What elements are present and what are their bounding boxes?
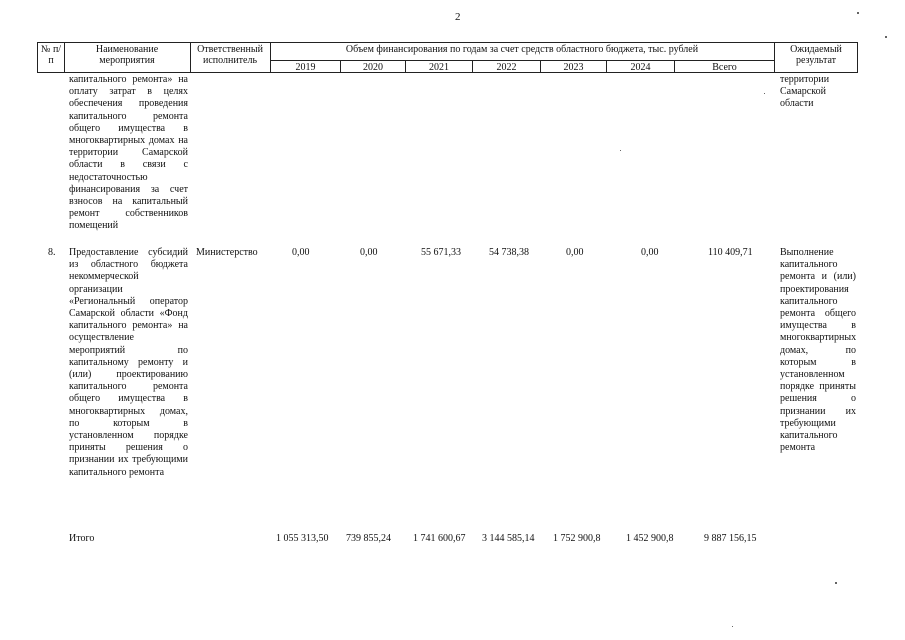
- row-8-value-2022: 54 738,38: [489, 247, 529, 258]
- scan-speck: [764, 93, 765, 94]
- scan-speck: [857, 12, 859, 14]
- row-8-result: Выполнение капитального ремонта и (или) проектирования капитального ремонта общего имущества в многоквартирных домах, по которым в установленном порядке приняты решения о признании их требующими капитального ремонта: [780, 247, 857, 454]
- header-year-2023: 2023: [563, 62, 584, 73]
- col-divider: [857, 42, 858, 73]
- row-8-value-2021: 55 671,33: [421, 247, 461, 258]
- continued-result: территории Самарской области: [780, 74, 830, 110]
- header-year-2024: 2024: [630, 62, 651, 73]
- row-8-value-2023: 0,00: [566, 247, 584, 258]
- header-total: Всего: [712, 62, 737, 73]
- scan-speck: [732, 626, 733, 627]
- header-year-2022: 2022: [496, 62, 517, 73]
- col-divider: [37, 42, 38, 73]
- row-8-value-total: 110 409,71: [708, 247, 753, 258]
- header-year-2019: 2019: [295, 62, 316, 73]
- header-years-divider: [270, 60, 774, 61]
- page-number: 2: [455, 11, 461, 23]
- header-num: № п/п: [40, 44, 62, 66]
- scan-speck: [620, 150, 621, 151]
- row-8-value-2024: 0,00: [641, 247, 659, 258]
- row-8-num: 8.: [48, 247, 56, 258]
- total-value-2022: 3 144 585,14: [482, 533, 535, 544]
- header-year-2020: 2020: [363, 62, 383, 73]
- total-value-2020: 739 855,24: [346, 533, 391, 544]
- header-executor: Ответственный исполнитель: [197, 44, 263, 66]
- header-funding: Объем финансирования по годам за счет средств областного бюджета, тыс. рублей: [345, 44, 699, 55]
- row-8-value-2019: 0,00: [292, 247, 310, 258]
- header-result: Ожидаемый результат: [790, 44, 842, 66]
- total-value-2024: 1 452 900,8: [626, 533, 674, 544]
- total-label: Итого: [69, 533, 95, 544]
- header-top-border: [37, 42, 857, 43]
- total-value-2021: 1 741 600,67: [413, 533, 466, 544]
- continued-name: капитального ремонта» на оплату затрат в целях обеспечения проведения капитального ремонта общего имущества в многоквартирных домах на территории Самарской области в связи с недостаточностью финансирования за счет взносов на капитальный ремонт собственников помещений: [69, 74, 188, 232]
- row-8-executor: Министерство: [196, 247, 258, 258]
- total-value-total: 9 887 156,15: [704, 533, 757, 544]
- header-name: Наименование мероприятия: [95, 44, 159, 66]
- scan-speck: [835, 582, 837, 584]
- col-divider: [774, 42, 775, 73]
- total-value-2023: 1 752 900,8: [553, 533, 601, 544]
- header-year-2021: 2021: [429, 62, 449, 73]
- scan-speck: [885, 36, 887, 38]
- total-value-2019: 1 055 313,50: [276, 533, 329, 544]
- col-divider: [64, 42, 65, 73]
- row-8-value-2020: 0,00: [360, 247, 378, 258]
- row-8-name: Предоставление субсидий из областного бюджета некоммерческой организации «Региональный оператор Самарской области «Фонд капитального ремонта» на осуществление мероприятий по капитальному ремонту и (или) проектированию капитального ремонта общего имущества в многоквартирных домах, по которым в установленном порядке приняты решения о признании их требующими капитального ремонта: [69, 247, 188, 478]
